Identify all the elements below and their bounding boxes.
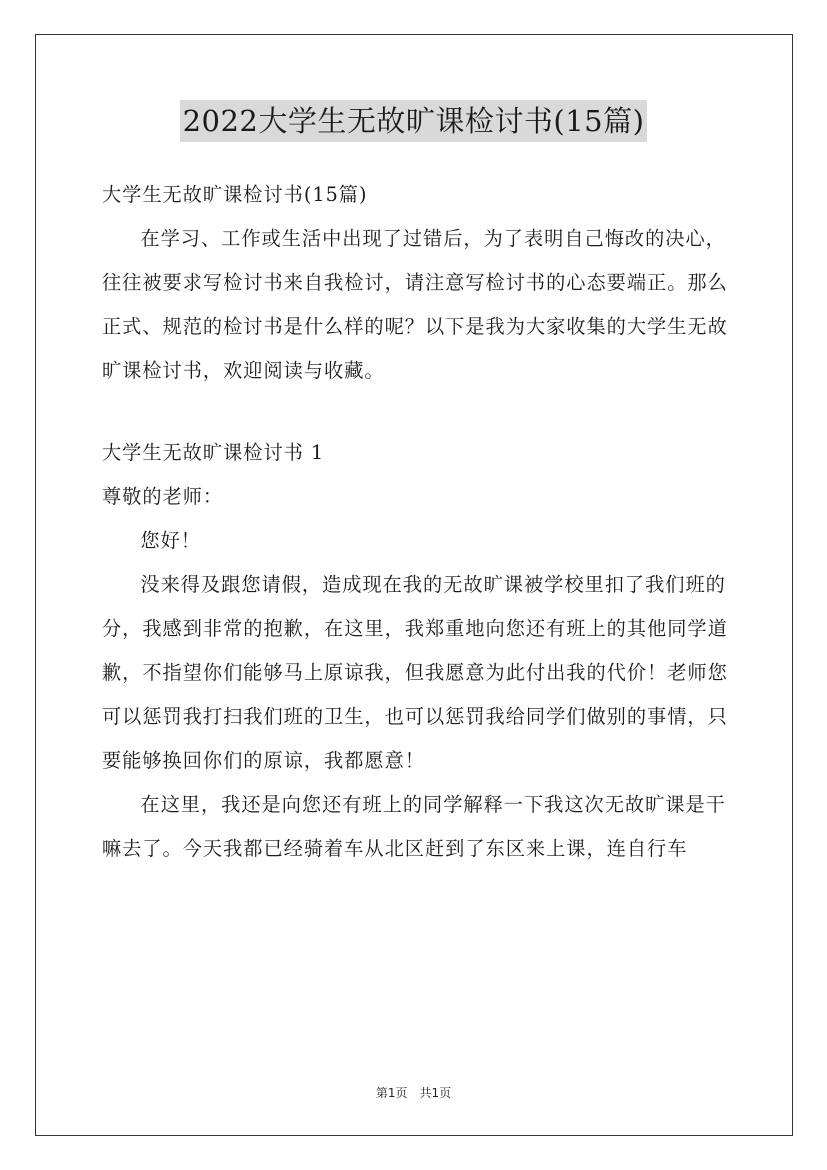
document-body: [102, 173, 732, 871]
intro-paragraph: 在学习、工作或生活中出现了过错后，为了表明自己悔改的决心，往往被要求写检讨书来自我检讨，请注意写检讨书的心态要端正。那么正式、规范的检讨书是什么样的呢？以下是我为大家收集的大学生无故旷课检讨书，欢迎阅读与收藏。: [102, 227, 728, 382]
title-container: [0, 100, 827, 142]
salutation: 尊敬的老师：: [102, 485, 224, 508]
body-paragraph-2: 在这里，我还是向您还有班上的同学解释一下我这次无故旷课是干嘛去了。今天我都已经骑着车从北区赶到了东区来上课，连自行车: [102, 793, 726, 860]
greeting: 您好！: [140, 529, 201, 552]
document-title: 2022大学生无故旷课检讨书(15篇): [180, 100, 648, 142]
subtitle: 大学生无故旷课检讨书(15篇): [102, 183, 368, 206]
body-paragraph-1: 没来得及跟您请假，造成现在我的无故旷课被学校里扣了我们班的分，我感到非常的抱歉，在这里，我郑重地向您还有班上的其他同学道歉，不指望你们能够马上原谅我，但我愿意为此付出我的代价！老师您可以惩罚我打扫我们班的卫生，也可以惩罚我给同学们做别的事情，只要能够换回你们的原谅，我都愿意！: [102, 573, 728, 772]
section-title: 大学生无故旷课检讨书 1: [102, 441, 325, 464]
page-footer: 第1页 共1页: [375, 1086, 452, 1100]
